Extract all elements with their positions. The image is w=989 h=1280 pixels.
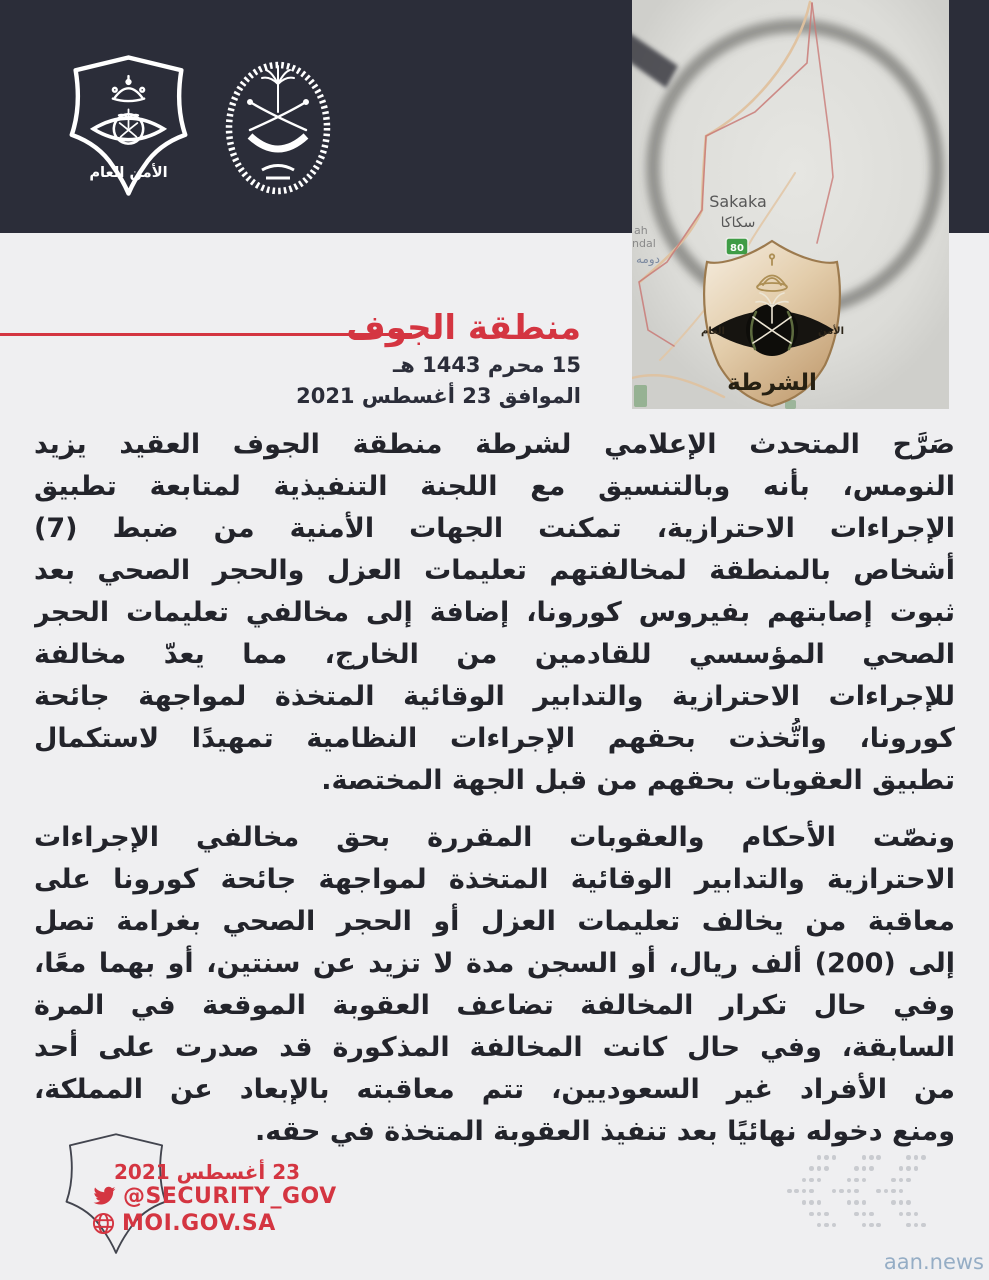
pattern-dot [906,1212,911,1217]
public-security-logo [60,52,197,200]
pattern-dot [809,1189,814,1194]
pattern-dot [802,1200,807,1205]
pattern-dot [891,1178,896,1183]
pattern-dot [832,1223,837,1228]
pattern-dot [891,1200,896,1205]
website-link[interactable] [92,1211,276,1235]
twitter-link[interactable] [92,1184,337,1208]
body-line: السابقة، وفي حال كانت المخالفة المذكورة قد صدرت على أحد [34,1032,955,1063]
pattern-dot [817,1166,822,1171]
region-title: منطقة الجوف [346,308,581,348]
pattern-dot [862,1178,867,1183]
pattern-dot [847,1178,852,1183]
pattern-dot [899,1166,904,1171]
route-number-label: 80 [730,243,744,254]
pattern-dot [794,1189,799,1194]
pattern-dot [862,1212,867,1217]
body-line: كورونا، واتُّخذت بحقهم الإجراءات النظامية تمهيدًا لاستكمال [34,723,955,754]
badge-bottom-label: الشرطة [727,370,817,396]
map-image [632,0,949,409]
pattern-dot [862,1166,867,1171]
pattern-dot [824,1155,829,1160]
pattern-dot [899,1189,904,1194]
body-line: الصحي المؤسسي للقادمين من الخارج، مما يعدّ مخالفة [34,639,955,670]
body-line: إلى (200) ألف ريال، أو السجن مدة لا تزيد عن سنتين، أو بهما معًا، [34,948,955,979]
pattern-dot [876,1155,881,1160]
pattern-dot [802,1178,807,1183]
footer-date: 23 أغسطس 2021 [114,1160,301,1184]
pattern-dot [809,1212,814,1217]
twitter-bird-icon [92,1184,116,1208]
watermark: aan.news [883,1250,984,1274]
body-line: أشخاص بالمنطقة لمخالفتهم تعليمات العزل والحجر الصحي بعد [34,555,955,586]
body-paragraph-1 [34,424,955,802]
pattern-dot [817,1223,822,1228]
date-gregorian: الموافق 23 أغسطس 2021 [296,384,581,408]
pattern-dot [906,1155,911,1160]
pattern-dot [817,1200,822,1205]
date-hijri: 15 محرم 1443 هـ [393,353,581,377]
pattern-dot [899,1212,904,1217]
pattern-dot [876,1223,881,1228]
pattern-dot [906,1223,911,1228]
pattern-dot [824,1166,829,1171]
pattern-dot [854,1178,859,1183]
pattern-dot [869,1166,874,1171]
route-80-badge [726,238,748,255]
moi-logo [222,50,335,200]
pattern-dot [824,1212,829,1217]
pattern-dot [899,1200,904,1205]
body-paragraph-2 [34,817,955,1153]
badge-left-label: العام [701,326,725,337]
pattern-dot [906,1166,911,1171]
pattern-dot [921,1223,926,1228]
map-green-area [634,385,647,407]
pattern-dot [832,1155,837,1160]
body-line: تطبيق العقوبات بحقهم من قبل الجهة المختصة. [321,765,955,796]
pattern-dot [862,1155,867,1160]
public-security-logo-label: الأمن العام [89,163,168,181]
pattern-dot [869,1223,874,1228]
city-label-ar: سكاكا [720,215,756,231]
pattern-dot [809,1200,814,1205]
body-line: الإجراءات الاحترازية، تمكنت الجهات الأمنية من ضبط (7) [34,513,955,544]
pattern-dot [906,1178,911,1183]
pattern-dot [854,1189,859,1194]
body-line: للإجراءات الاحترازية والتدابير الوقائية المتخذة لمواجهة جائحة [34,681,955,712]
pattern-dot [817,1155,822,1160]
pattern-dot [891,1189,896,1194]
pattern-dot [884,1189,889,1194]
map-edge-label: ah [634,224,648,237]
pattern-dot [914,1223,919,1228]
badge-right-label: الأمن [817,326,845,337]
pattern-dot [839,1189,844,1194]
palm-swords-icon [119,109,139,136]
pattern-dot [809,1166,814,1171]
body-line: ثبوت إصابتهم بفيروس كورونا، إضافة إلى مخالفي تعليمات الحجر [34,597,955,628]
pattern-dot [809,1178,814,1183]
pattern-dot [817,1212,822,1217]
pattern-dot [862,1200,867,1205]
body-line: ونصّت الأحكام والعقوبات المقررة بحق مخالفي الإجراءات [34,822,955,853]
map-edge-label: دومه [636,252,660,266]
pattern-dot [824,1223,829,1228]
crescent-banner-icon [250,136,306,149]
pattern-dot [914,1212,919,1217]
body-line: وفي حال تكرار المخالفة تضاعف العقوبة الموقعة في المرة [34,990,955,1021]
body-line: ومنع دخوله نهائيًا بعد تنفيذ العقوبة المتخذة في حقه. [254,1116,955,1147]
body-line: من الأفراد غير السعوديين، تتم معاقبته بالإبعاد عن المملكة، [34,1074,955,1105]
pattern-dot [921,1155,926,1160]
pattern-dot [854,1166,859,1171]
pattern-dot [869,1155,874,1160]
map-edge-label: ndal [632,237,656,250]
logo-base-icon [262,166,294,171]
pattern-dot [876,1189,881,1194]
city-label-en: Sakaka [709,192,767,211]
body-line: صَرَّح المتحدث الإعلامي لشرطة منطقة الجوف العقيد يزيد [34,429,955,460]
pattern-dot [832,1189,837,1194]
pattern-dot [847,1200,852,1205]
pattern-dot [787,1189,792,1194]
map-photo [632,0,949,409]
body-line: الاحترازية والتدابير الوقائية المتخذة لمواجهة جائحة كورونا على [34,864,955,895]
moi-dots-pattern [787,1155,935,1239]
pattern-dot [854,1212,859,1217]
globe-icon [92,1212,115,1235]
statement-body [34,424,955,1153]
pattern-dot [817,1178,822,1183]
body-line: معاقبة من يخالف تعليمات العزل أو الحجر الصحي بغرامة تصل [34,906,955,937]
pattern-dot [869,1212,874,1217]
pattern-dot [862,1223,867,1228]
palm-tree-icon [262,66,294,112]
pattern-dot [802,1189,807,1194]
pattern-dot [914,1155,919,1160]
crown-icon [113,76,144,101]
pattern-dot [899,1178,904,1183]
twitter-handle[interactable]: @SECURITY_GOV [123,1183,337,1209]
pattern-dot [847,1189,852,1194]
body-line: النومس، بأنه وبالتنسيق مع اللجنة التنفيذية لمتابعة تطبيق [34,471,955,502]
website-url[interactable]: MOI.GOV.SA [122,1210,276,1236]
pattern-dot [854,1200,859,1205]
pattern-dot [906,1200,911,1205]
pattern-dot [914,1166,919,1171]
